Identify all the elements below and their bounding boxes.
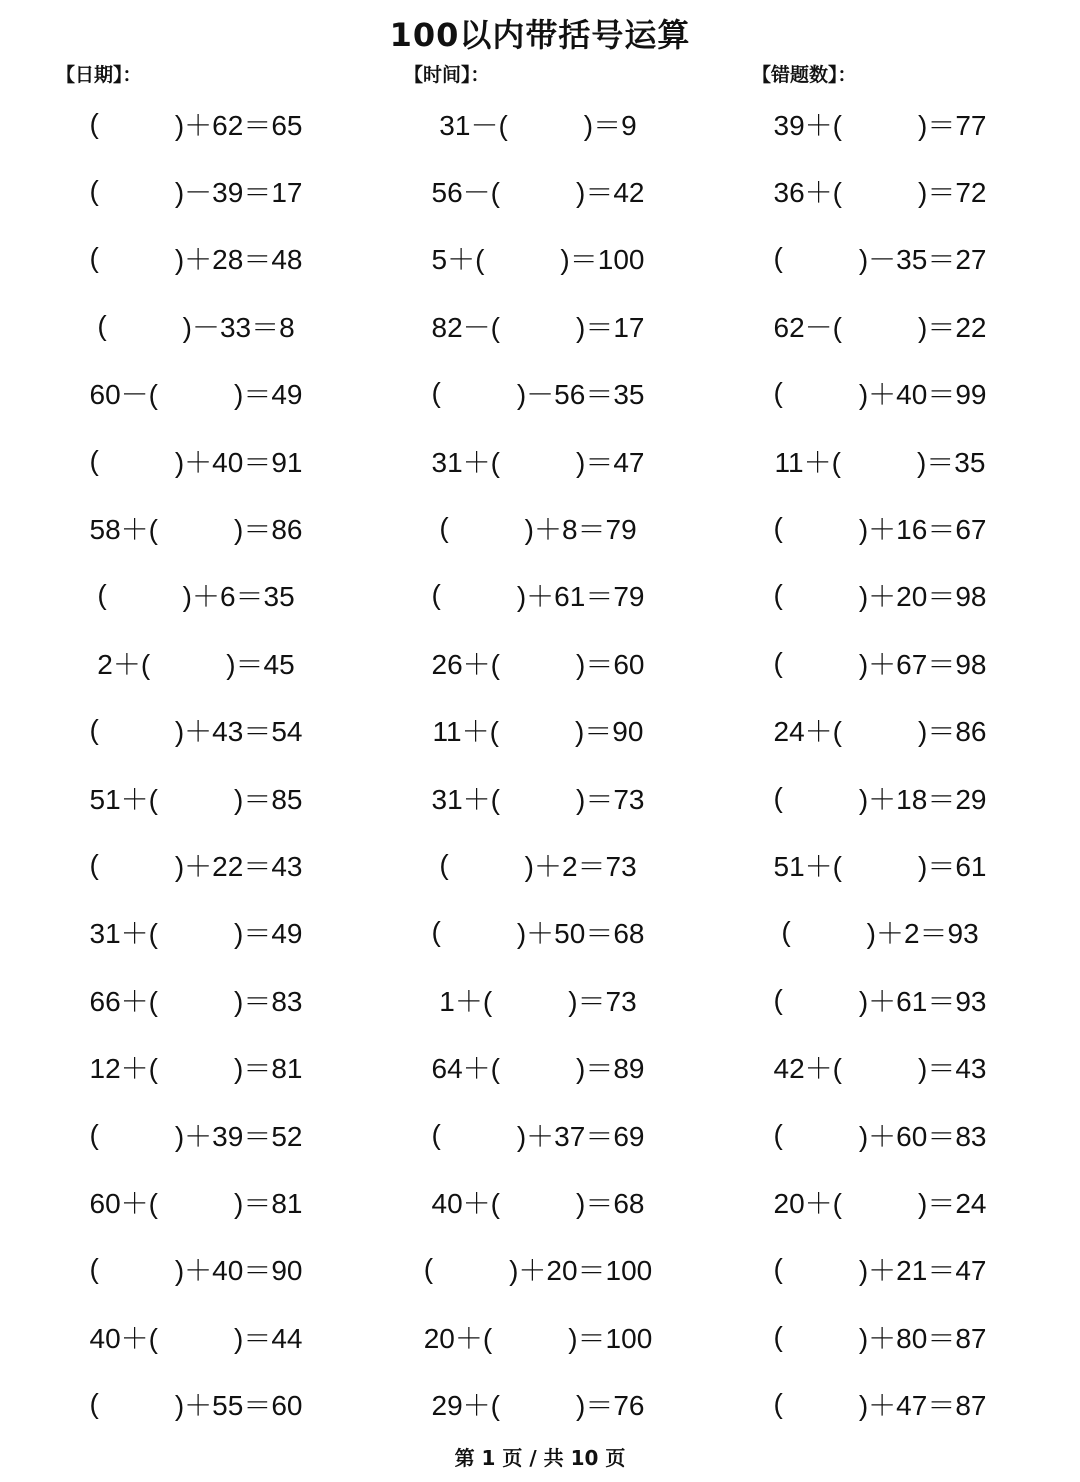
problem-item (710, 1115, 1050, 1155)
problem-right: )＋62＝65 (174, 109, 303, 141)
problem-right: )＋39＝52 (174, 1120, 303, 1152)
problem-left: 26＋( (431, 648, 500, 680)
problem-right: )＋20＝98 (858, 581, 987, 613)
problem-left: ( (439, 848, 449, 880)
problem-item (368, 912, 708, 952)
problem-item (26, 171, 366, 211)
problem-item (710, 575, 1050, 615)
problem-left: 2＋( (97, 648, 151, 680)
problem-item (368, 1384, 708, 1424)
problem-row (0, 1101, 1080, 1168)
problem-left: 20＋( (423, 1322, 493, 1354)
problem-item (368, 643, 708, 683)
problem-left: ( (89, 1118, 99, 1150)
problem-item (26, 1182, 366, 1222)
problem-left: ( (431, 377, 441, 409)
problem-right: )＝49 (234, 918, 303, 950)
problem-left: 1＋( (439, 985, 493, 1017)
problem-left: 12＋( (89, 1053, 158, 1085)
problem-item (26, 306, 366, 346)
problem-item (368, 508, 708, 548)
problem-left: 62－( (773, 311, 842, 343)
problem-item (368, 306, 708, 346)
problem-right: )＋18＝29 (858, 783, 987, 815)
problem-right: )＝86 (234, 514, 303, 546)
problem-right: )＝68 (576, 1187, 645, 1219)
problem-right: )＝24 (918, 1187, 987, 1219)
problem-left: 66＋( (89, 985, 158, 1017)
problem-item (710, 1047, 1050, 1087)
problem-left: ( (773, 781, 783, 813)
problem-right: )＝89 (576, 1053, 645, 1085)
problem-item (368, 373, 708, 413)
problem-right: )＝61 (918, 850, 987, 882)
problem-left: ( (97, 579, 107, 611)
problem-right: )＝81 (234, 1187, 303, 1219)
problem-right: )＋22＝43 (174, 850, 303, 882)
problem-left: ( (97, 309, 107, 341)
problem-right: )－39＝17 (174, 177, 303, 209)
problem-right: )＋61＝79 (516, 581, 645, 613)
problem-left: 11＋( (774, 446, 841, 478)
problem-left: ( (423, 1253, 434, 1285)
problem-right: )＋28＝48 (174, 244, 303, 276)
problem-row (0, 899, 1080, 966)
problem-item (710, 104, 1050, 144)
problem-item (26, 643, 366, 683)
problem-item (368, 845, 708, 885)
problem-item (368, 1047, 708, 1087)
problem-left: ( (89, 1253, 99, 1285)
problem-item (26, 980, 366, 1020)
problem-item (368, 104, 708, 144)
problem-left: ( (773, 377, 783, 409)
problem-item (710, 508, 1050, 548)
problem-left: 5＋( (431, 244, 485, 276)
problem-left: 31＋( (89, 918, 158, 950)
problem-row (0, 292, 1080, 359)
problem-right: )＋43＝54 (174, 716, 303, 748)
page-title: 100以内带括号运算 (389, 16, 691, 54)
problem-row (0, 562, 1080, 629)
problem-right: )＝77 (918, 109, 987, 141)
problem-item (26, 238, 366, 278)
problem-item (710, 710, 1050, 750)
problem-row (0, 157, 1080, 224)
problem-left: ( (89, 714, 99, 746)
problem-right: )＝73 (576, 783, 645, 815)
problem-right: )－35＝27 (858, 244, 987, 276)
problem-right: )＝72 (918, 177, 987, 209)
problem-right: )＋6＝35 (182, 581, 295, 613)
problem-right: )＋40＝91 (174, 446, 303, 478)
errors-label: 【错题数】： (752, 64, 857, 86)
problem-row (0, 831, 1080, 898)
problem-right: )＝90 (574, 716, 644, 748)
problem-row (0, 90, 1080, 157)
problem-row (0, 764, 1080, 831)
problem-item (710, 441, 1050, 481)
problem-right: )＝86 (918, 716, 987, 748)
problem-right: )＋55＝60 (174, 1390, 303, 1422)
problem-right: )＝60 (576, 648, 645, 680)
problem-item (710, 1317, 1050, 1357)
problem-left: 64＋( (431, 1053, 500, 1085)
problem-item (710, 1249, 1050, 1289)
problem-left: 11＋( (432, 716, 499, 748)
problem-grid (0, 90, 1080, 1438)
problem-right: )＋2＝73 (524, 850, 637, 882)
problem-right: )＋40＝90 (174, 1255, 303, 1287)
problem-item (368, 1115, 708, 1155)
problem-item (710, 778, 1050, 818)
problem-row (0, 494, 1080, 561)
problem-item (26, 1047, 366, 1087)
problem-left: ( (431, 579, 441, 611)
problem-row (0, 697, 1080, 764)
problem-left: 82－( (431, 311, 500, 343)
problem-item (710, 1182, 1050, 1222)
problem-right: )＋47＝87 (858, 1390, 987, 1422)
problem-item (26, 373, 366, 413)
problem-right: )＝44 (234, 1322, 303, 1354)
problem-item (710, 373, 1050, 413)
problem-item (26, 441, 366, 481)
problem-right: )＝76 (576, 1390, 645, 1422)
problem-item (368, 575, 708, 615)
problem-left: 60＋( (89, 1187, 158, 1219)
problem-item (710, 1384, 1050, 1424)
problem-item (26, 1249, 366, 1289)
problem-right: )＝45 (226, 648, 295, 680)
problem-left: 58＋( (89, 514, 158, 546)
problem-left: ( (773, 1388, 783, 1420)
problem-right: )＝81 (234, 1053, 303, 1085)
problem-item (368, 1317, 708, 1357)
problem-right: )＝47 (576, 446, 645, 478)
problem-right: )＋60＝83 (858, 1120, 987, 1152)
problem-right: )＋37＝69 (516, 1120, 645, 1152)
problem-row (0, 1236, 1080, 1303)
problem-left: ( (773, 646, 783, 678)
problem-right: )＋67＝98 (858, 648, 987, 680)
problem-item (710, 306, 1050, 346)
problem-left: 42＋( (773, 1053, 842, 1085)
problem-left: 39＋( (773, 109, 842, 141)
problem-row (0, 360, 1080, 427)
problem-right: )＋2＝93 (866, 918, 979, 950)
page-footer: 第 1 页 / 共 10 页 (454, 1446, 626, 1470)
problem-left: 36＋( (773, 177, 842, 209)
problem-left: 60－( (89, 379, 158, 411)
problem-item (26, 1317, 366, 1357)
problem-right: )＝43 (918, 1053, 987, 1085)
problem-item (368, 171, 708, 211)
problem-right: )＋80＝87 (858, 1322, 987, 1354)
problem-left: ( (89, 107, 99, 139)
problem-item (710, 845, 1050, 885)
problem-row (0, 225, 1080, 292)
problem-right: )＋61＝93 (858, 985, 987, 1017)
problem-row (0, 1370, 1080, 1437)
problem-right: )＝22 (918, 311, 987, 343)
problem-left: ( (431, 916, 441, 948)
problem-left: 56－( (431, 177, 500, 209)
problem-item (26, 508, 366, 548)
problem-item (26, 845, 366, 885)
problem-item (368, 1182, 708, 1222)
problem-item (368, 710, 708, 750)
problem-row (0, 427, 1080, 494)
problem-right: )＋50＝68 (516, 918, 645, 950)
problem-left: ( (89, 175, 99, 207)
problem-left: ( (773, 1118, 783, 1150)
problem-left: ( (89, 444, 99, 476)
problem-right: )＋21＝47 (858, 1255, 987, 1287)
problem-right: )＝9 (583, 109, 637, 141)
problem-item (368, 1249, 708, 1289)
problem-item (368, 441, 708, 481)
problem-right: )＝100 (560, 244, 645, 276)
problem-right: )＝49 (234, 379, 303, 411)
problem-left: 51＋( (89, 783, 158, 815)
problem-row (0, 1303, 1080, 1370)
problem-left: ( (89, 848, 99, 880)
problem-item (368, 238, 708, 278)
problem-left: 20＋( (773, 1187, 842, 1219)
problem-row (0, 1168, 1080, 1235)
problem-row (0, 629, 1080, 696)
problem-right: )＝100 (568, 1322, 653, 1354)
problem-row (0, 1033, 1080, 1100)
problem-item (710, 912, 1050, 952)
problem-right: )＋8＝79 (524, 514, 637, 546)
problem-item (26, 1115, 366, 1155)
problem-left: 31－( (439, 109, 508, 141)
problem-right: )＝83 (234, 985, 303, 1017)
problem-left: ( (773, 983, 783, 1015)
problem-left: ( (89, 1388, 99, 1420)
problem-left: ( (773, 242, 783, 274)
problem-item (26, 710, 366, 750)
problem-item (26, 912, 366, 952)
problem-left: ( (773, 579, 783, 611)
problem-item (26, 1384, 366, 1424)
problem-left: 24＋( (773, 716, 842, 748)
problem-item (26, 104, 366, 144)
problem-item (368, 778, 708, 818)
problem-right: )＝42 (576, 177, 645, 209)
problem-item (710, 238, 1050, 278)
problem-left: ( (773, 1253, 783, 1285)
problem-left: 51＋( (773, 850, 842, 882)
problem-left: 31＋( (431, 446, 500, 478)
problem-right: )＝17 (576, 311, 645, 343)
problem-row (0, 966, 1080, 1033)
problem-left: ( (773, 1320, 783, 1352)
problem-right: )－56＝35 (516, 379, 645, 411)
problem-item (26, 778, 366, 818)
problem-right: )＋40＝99 (858, 379, 987, 411)
problem-right: )＝73 (568, 985, 637, 1017)
problem-item (368, 980, 708, 1020)
date-label: 【日期】： (56, 64, 142, 86)
problem-right: )＝85 (234, 783, 303, 815)
problem-right: )＋20＝100 (509, 1255, 653, 1287)
problem-item (26, 575, 366, 615)
problem-left: 40＋( (431, 1187, 500, 1219)
problem-right: )＋16＝67 (858, 514, 987, 546)
problem-right: )＝35 (916, 446, 986, 478)
problem-left: 40＋( (89, 1322, 158, 1354)
problem-left: ( (431, 1118, 441, 1150)
problem-left: ( (89, 242, 99, 274)
problem-left: ( (773, 512, 783, 544)
problem-left: ( (781, 916, 791, 948)
problem-left: 29＋( (431, 1390, 500, 1422)
problem-item (710, 980, 1050, 1020)
problem-item (710, 171, 1050, 211)
problem-right: )－33＝8 (182, 311, 295, 343)
problem-item (710, 643, 1050, 683)
problem-left: ( (439, 512, 449, 544)
time-label: 【时间】： (404, 64, 490, 86)
problem-left: 31＋( (431, 783, 500, 815)
